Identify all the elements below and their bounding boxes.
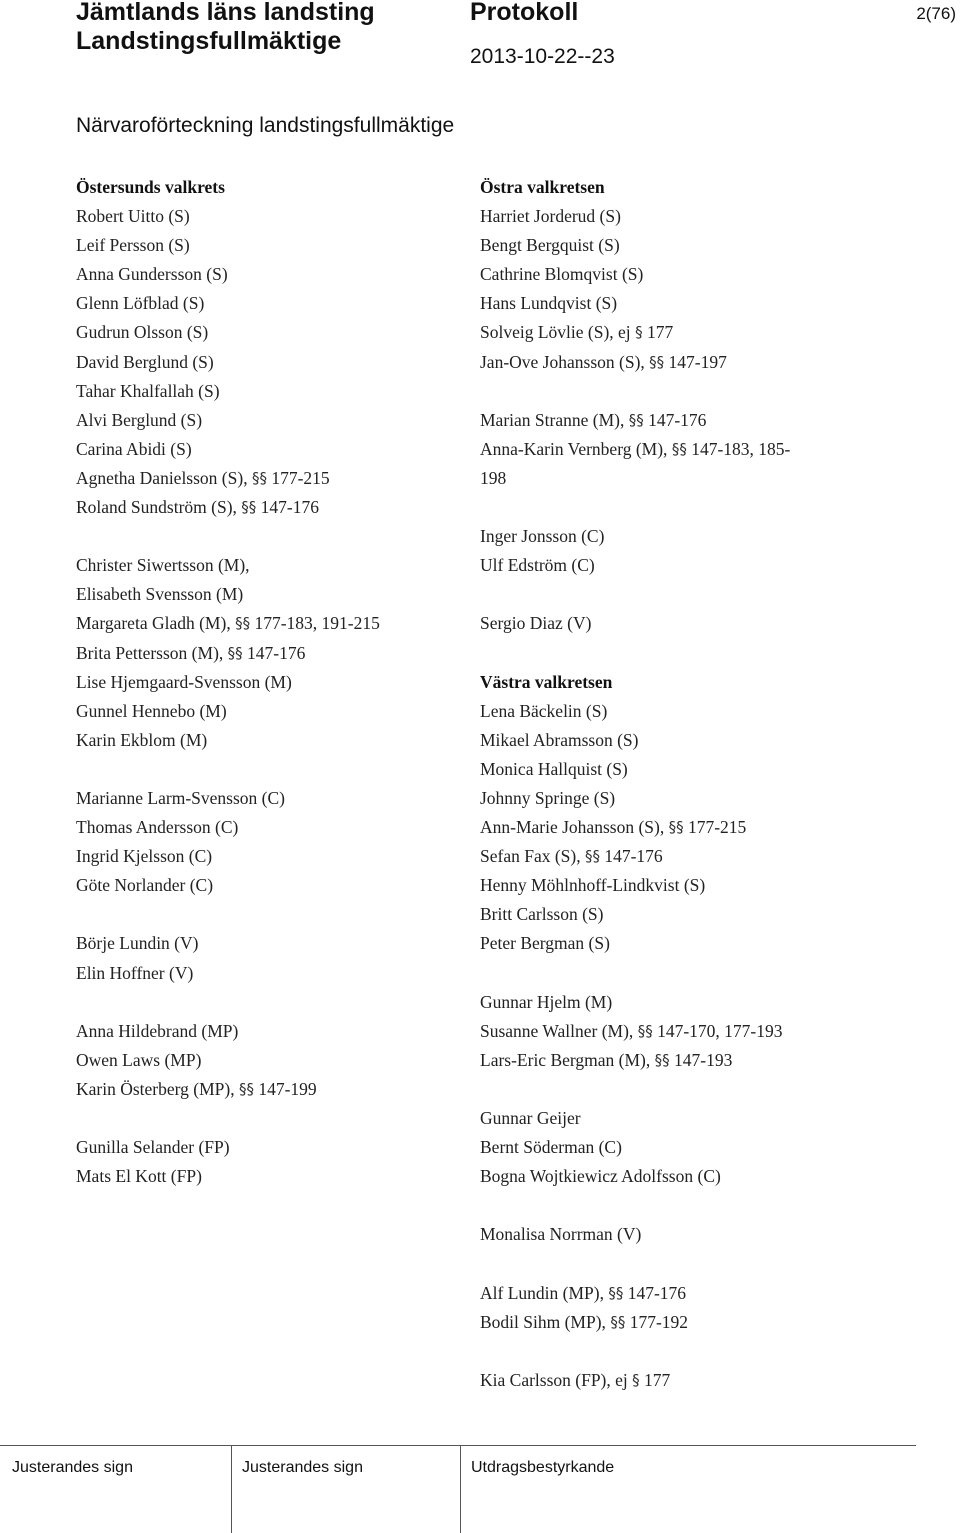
certification-label: Utdragsbestyrkande — [471, 1459, 615, 1476]
attendee-row — [480, 1162, 860, 1191]
section-sign-icon: §§ — [637, 1021, 653, 1040]
attendee-name: Peter Bergman (S) — [480, 933, 610, 954]
attendee-row — [480, 1279, 860, 1308]
meeting-date: 2013-10-22--23 — [470, 45, 615, 68]
section-sign-icon: §§ — [235, 614, 251, 633]
attendance-periods: 147-176 — [627, 1282, 687, 1303]
list-spacer — [76, 988, 456, 1017]
attendee-row — [480, 202, 860, 231]
attendee-row — [480, 551, 860, 580]
list-spacer — [480, 1191, 860, 1220]
attendee-name: Britt Carlsson (S) — [480, 904, 604, 925]
section-sign-icon: §§ — [238, 1079, 254, 1098]
section-sign-icon: §§ — [668, 818, 684, 837]
list-spacer — [480, 1075, 860, 1104]
attendance-periods: 147-183, 185- — [691, 438, 791, 459]
attendee-name: Gunnel Hennebo (M) — [76, 700, 227, 721]
attendee-name: Monalisa Norrman (V) — [480, 1224, 642, 1245]
attendee-name: Mikael Abramsson (S) — [480, 729, 639, 750]
attendee-name: Gunnar Hjelm (M) — [480, 991, 613, 1012]
attendee-row — [480, 231, 860, 260]
list-spacer — [76, 900, 456, 929]
attendee-name: Jan-Ove Johansson (S), — [480, 351, 645, 372]
attendee-name: Cathrine Blomqvist (S) — [480, 264, 644, 285]
list-spacer — [480, 493, 860, 522]
list-spacer — [480, 1249, 860, 1278]
attendee-name: Karin Österberg (MP), — [76, 1078, 235, 1099]
attendee-row — [76, 784, 456, 813]
attendance-periods: 147-193 — [674, 1049, 733, 1070]
attendee-name: Carina Abidi (S) — [76, 438, 192, 459]
attendee-name: Margareta Gladh (M), — [76, 613, 231, 634]
attendee-name: Harriet Jorderud (S) — [480, 206, 621, 227]
assembly-name: Landstingsfullmäktige — [76, 27, 342, 55]
attendee-row — [480, 842, 860, 871]
attendee-row — [480, 435, 860, 464]
district-name: Östra valkretsen — [480, 177, 605, 197]
attendee-row — [76, 726, 456, 755]
attendee-row — [76, 551, 456, 580]
attendee-name: Anna Gundersson (S) — [76, 264, 228, 285]
attendee-row — [480, 755, 860, 784]
section-sign-icon: §§ — [241, 498, 257, 517]
attendee-row — [76, 435, 456, 464]
attendee-name: Johnny Springe (S) — [480, 787, 616, 808]
attendance-periods: 177-215 — [687, 817, 747, 838]
attendee-row — [76, 406, 456, 435]
attendee-name: Bengt Bergquist (S) — [480, 235, 620, 256]
attendee-name: Gudrun Olsson (S) — [76, 322, 209, 343]
attendance-periods: 177 — [644, 1369, 671, 1390]
attendee-row — [76, 1162, 456, 1191]
signature-cell-1 — [0, 1445, 230, 1533]
attendee-name: Göte Norlander (C) — [76, 875, 214, 896]
attendee-row — [76, 1075, 456, 1104]
attendee-name: Henny Möhlnhoff-Lindkvist (S) — [480, 875, 706, 896]
section-sign-icon: §§ — [227, 643, 243, 662]
district-name: Västra valkretsen — [480, 671, 613, 692]
attendee-row — [480, 697, 860, 726]
district-name: Östersunds valkrets — [76, 177, 225, 197]
district-heading — [76, 173, 456, 202]
attendee-name: Sergio Diaz (V) — [480, 613, 592, 634]
attendee-row — [480, 609, 860, 638]
attendee-name: Robert Uitto (S) — [76, 206, 190, 227]
section-sign-icon: §§ — [671, 439, 687, 458]
attendee-row — [76, 377, 456, 406]
attendee-name: Lena Bäckelin (S) — [480, 700, 608, 721]
list-spacer — [480, 377, 860, 406]
attendee-name: Alvi Berglund (S) — [76, 409, 203, 430]
section-sign-icon: §§ — [610, 1312, 626, 1331]
attendee-row — [76, 609, 456, 638]
attendee-name: Glenn Löfblad (S) — [76, 293, 205, 314]
attendee-row — [76, 871, 456, 900]
attendance-periods: 177-183, 191-215 — [254, 613, 380, 634]
list-spacer — [76, 1104, 456, 1133]
section-sign-icon: §§ — [628, 410, 644, 429]
attendee-row — [480, 726, 860, 755]
attendee-row — [480, 1308, 860, 1337]
attendee-row — [76, 580, 456, 609]
attendee-name: Gunnar Geijer — [480, 1108, 581, 1128]
attendee-name: Christer Siwertsson (M), — [76, 555, 250, 576]
attendee-row — [76, 1133, 456, 1162]
attendance-list-left — [76, 173, 456, 1191]
attendee-row — [480, 1017, 860, 1046]
attendance-periods: 147-176 — [648, 409, 707, 430]
attendee-row — [76, 493, 456, 522]
organization-name: Jämtlands läns landsting — [76, 0, 375, 26]
attendee-row — [76, 697, 456, 726]
attendance-periods: 177-215 — [271, 467, 330, 488]
attendee-row — [76, 959, 456, 988]
attendee-row — [76, 842, 456, 871]
attendee-name: Agnetha Danielsson (S), — [76, 467, 248, 488]
attendee-name: Elisabeth Svensson (M) — [76, 584, 244, 605]
attendance-periods: 147-199 — [258, 1078, 317, 1099]
certification-cell — [460, 1445, 917, 1533]
attendee-row — [76, 1017, 456, 1046]
attendance-periods: 177-192 — [629, 1311, 689, 1332]
attendance-periods: 177 — [646, 322, 674, 343]
attendee-name: Karin Ekblom (M) — [76, 729, 208, 750]
attendance-periods: 147-170, 177-193 — [657, 1020, 783, 1041]
attendee-row — [76, 231, 456, 260]
single-section-icon: § — [632, 1370, 640, 1389]
attendee-row — [480, 900, 860, 929]
section-sign-icon: §§ — [584, 847, 600, 866]
attendee-row — [76, 668, 456, 697]
signature-label: Justerandes sign — [242, 1459, 363, 1476]
attendee-row — [480, 464, 860, 493]
attendee-name: Bernt Söderman (C) — [480, 1137, 622, 1158]
attendee-name: Inger Jonsson (C) — [480, 526, 605, 547]
attendee-name: Leif Persson (S) — [76, 235, 190, 256]
page-number: 2(76) — [916, 4, 956, 23]
signature-cell-2 — [231, 1445, 460, 1533]
attendee-name: Sefan Fax (S), — [480, 846, 581, 867]
attendee-name: Owen Laws (MP) — [76, 1049, 202, 1070]
attendee-row — [480, 1046, 860, 1075]
attendee-name: Marianne Larm-Svensson (C) — [76, 787, 285, 808]
attendee-name: Susanne Wallner (M), — [480, 1020, 634, 1041]
attendee-name: Alf Lundin (MP), — [480, 1282, 604, 1303]
attendee-name: Kia Carlsson (FP), ej — [480, 1369, 628, 1390]
district-heading — [480, 668, 860, 697]
attendee-row — [480, 988, 860, 1017]
signature-label: Justerandes sign — [12, 1459, 133, 1476]
list-spacer — [480, 580, 860, 609]
section-sign-icon: §§ — [649, 352, 665, 371]
list-spacer — [76, 522, 456, 551]
attendance-periods: 147-176 — [604, 846, 663, 867]
section-sign-icon: §§ — [654, 1050, 670, 1069]
attendee-row — [480, 1104, 860, 1133]
page-title: Närvaroförteckning landstingsfullmäktige — [76, 114, 455, 137]
attendee-row — [480, 871, 860, 900]
attendee-name: Börje Lundin (V) — [76, 933, 199, 954]
attendee-name: Ulf Edström (C) — [480, 555, 595, 576]
attendee-name: Bodil Sihm (MP), — [480, 1311, 606, 1332]
attendee-row — [76, 260, 456, 289]
attendee-row — [76, 813, 456, 842]
signature-footer — [0, 1445, 960, 1533]
list-spacer — [76, 755, 456, 784]
section-sign-icon: §§ — [608, 1283, 624, 1302]
attendee-name: Solveig Lövlie (S), ej — [480, 322, 631, 343]
attendee-name: Bogna Wojtkiewicz Adolfsson (C) — [480, 1166, 721, 1187]
attendee-row — [76, 1046, 456, 1075]
single-section-icon: § — [635, 323, 643, 342]
attendee-row — [480, 784, 860, 813]
attendee-row — [76, 929, 456, 958]
attendance-periods: 147-176 — [260, 497, 319, 518]
attendee-row — [480, 522, 860, 551]
list-spacer — [480, 959, 860, 988]
attendee-row — [480, 1133, 860, 1162]
attendee-row — [480, 348, 860, 377]
attendee-name: Roland Sundström (S), — [76, 497, 237, 518]
attendance-periods: 147-176 — [247, 642, 306, 663]
document-type: Protokoll — [470, 0, 579, 26]
attendee-name: Anna-Karin Vernberg (M), — [480, 438, 668, 459]
attendee-name: Hans Lundqvist (S) — [480, 293, 618, 314]
attendee-name: Ingrid Kjelsson (C) — [76, 846, 213, 867]
attendee-name: 198 — [480, 467, 507, 488]
attendee-name: David Berglund (S) — [76, 351, 214, 372]
attendee-name: Tahar Khalfallah (S) — [76, 380, 220, 401]
attendee-row — [480, 318, 860, 347]
attendee-name: Marian Stranne (M), — [480, 409, 625, 430]
attendance-periods: 147-197 — [668, 351, 727, 372]
attendee-name: Elin Hoffner (V) — [76, 962, 194, 983]
attendee-name: Ann-Marie Johansson (S), — [480, 817, 665, 838]
attendee-name: Monica Hallquist (S) — [480, 758, 628, 779]
attendee-row — [76, 289, 456, 318]
attendee-row — [480, 1366, 860, 1395]
attendee-row — [76, 639, 456, 668]
attendee-row — [76, 318, 456, 347]
attendee-row — [480, 929, 860, 958]
attendee-name: Thomas Andersson (C) — [76, 817, 239, 838]
attendee-name: Gunilla Selander (FP) — [76, 1137, 230, 1158]
attendee-row — [480, 813, 860, 842]
attendee-row — [76, 348, 456, 377]
attendee-name: Anna Hildebrand (MP) — [76, 1020, 239, 1041]
attendee-name: Mats El Kott (FP) — [76, 1166, 202, 1187]
attendee-row — [76, 464, 456, 493]
attendee-row — [480, 260, 860, 289]
attendance-list-right — [480, 173, 860, 1395]
attendee-name: Lars-Eric Bergman (M), — [480, 1049, 651, 1070]
section-sign-icon: §§ — [251, 468, 267, 487]
attendee-row — [76, 202, 456, 231]
attendee-row — [480, 1220, 860, 1249]
attendee-row — [480, 406, 860, 435]
district-heading — [480, 173, 860, 202]
list-spacer — [480, 639, 860, 668]
attendee-row — [480, 289, 860, 318]
list-spacer — [480, 1337, 860, 1366]
attendee-name: Lise Hjemgaard-Svensson (M) — [76, 671, 292, 692]
attendee-name: Brita Pettersson (M), — [76, 642, 224, 663]
